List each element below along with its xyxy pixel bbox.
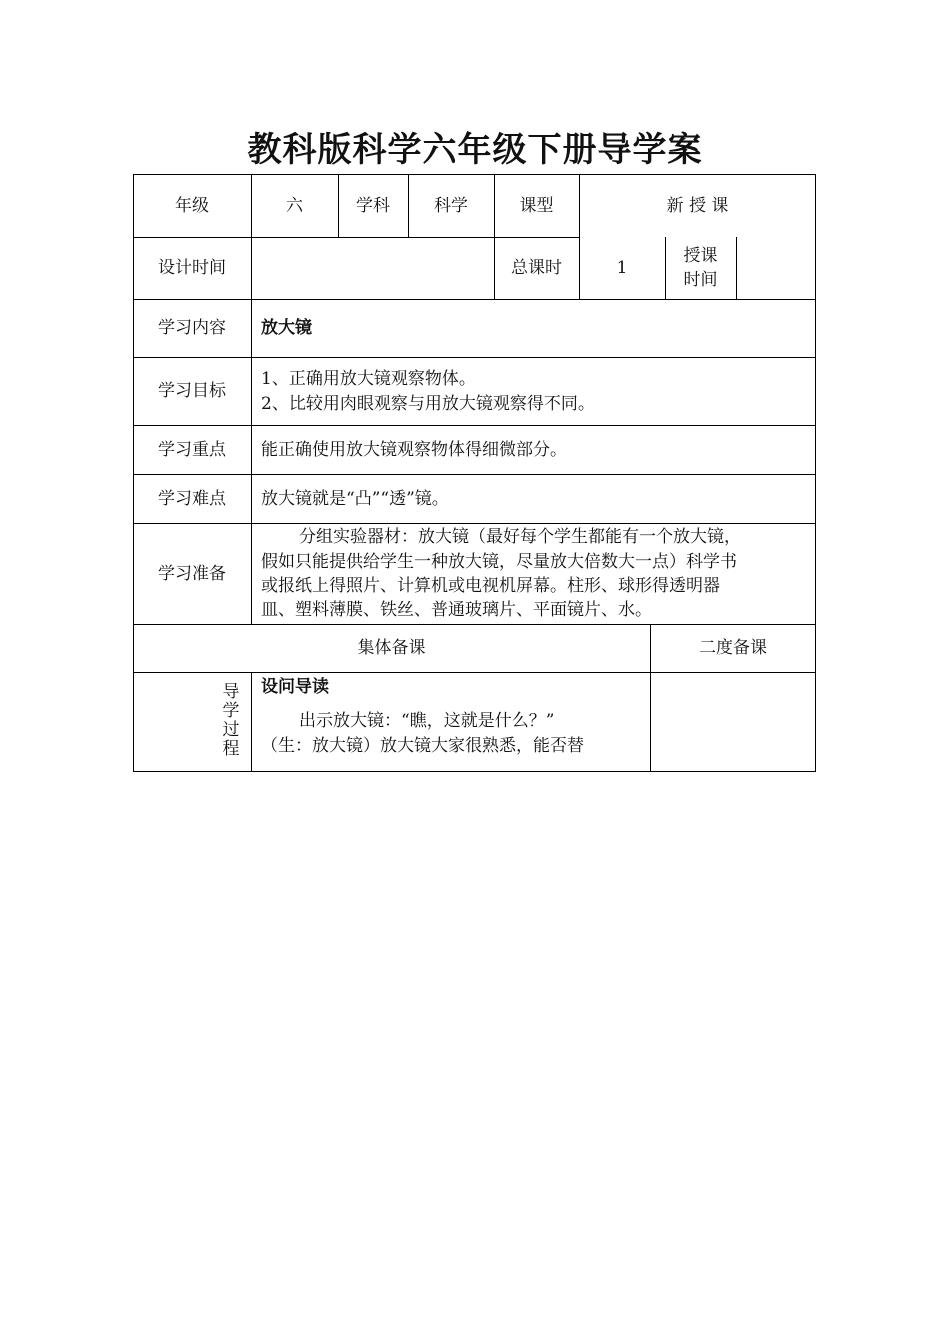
total-hours-label: 总课时 [511, 258, 562, 278]
prep-line: 皿、塑料薄膜、铁丝、普通玻璃片、平面镜片、水。 [261, 600, 652, 620]
lesson-plan-table [133, 174, 816, 772]
lesson-type-label: 课型 [519, 195, 554, 216]
col-divider [251, 672, 252, 772]
grade-label: 年级 [175, 195, 209, 216]
key-value: 能正确使用放大镜观察物体得细微部分。 [261, 439, 567, 460]
design-time-label: 设计时间 [158, 258, 226, 278]
process-line: （生：放大镜）放大镜大家很熟悉，能否替 [261, 736, 584, 756]
row-divider [133, 672, 816, 673]
process-label-char: 导 [222, 682, 240, 702]
grade-value: 六 [286, 195, 303, 216]
process-label [221, 683, 241, 759]
prep-line: 假如只能提供给学生一种放大镜，尽量放大倍数大一点）科学书 [261, 552, 737, 572]
page-title: 教科版科学六年级下册导学案 [247, 130, 703, 170]
prep-line: 分组实验器材：放大镜（最好每个学生都能有一个放大镜， [299, 527, 741, 547]
subject-label: 学科 [356, 195, 390, 216]
teach-time-label-line2: 时间 [683, 270, 718, 290]
teach-time-label-line1: 授课 [683, 246, 718, 266]
prep-line: 或报纸上得照片、计算机或电视机屏幕。柱形、球形得透明器 [261, 576, 720, 596]
content-label: 学习内容 [158, 318, 226, 338]
goal-item: 2、比较用肉眼观察与用放大镜观察得不同。 [261, 394, 595, 414]
teach-time-label [665, 237, 736, 299]
collective-prep-heading: 集体备课 [357, 638, 426, 658]
total-hours-value: 1 [616, 258, 628, 278]
process-label-char: 学 [222, 701, 240, 721]
goals-label: 学习目标 [158, 381, 226, 401]
difficulty-value: 放大镜就是“凸”“透”镜。 [261, 488, 449, 509]
content-value: 放大镜 [261, 318, 312, 338]
process-line: 出示放大镜：“瞧，这就是什么？” [299, 711, 555, 731]
process-label-char: 程 [222, 739, 240, 759]
table-border-bottom [133, 771, 816, 772]
teach-time-value [736, 237, 816, 299]
lesson-type-value: 新 授 课 [666, 195, 729, 216]
subject-value: 科学 [434, 195, 468, 216]
second-prep-heading: 二度备课 [699, 638, 767, 658]
process-label-char: 过 [222, 720, 240, 740]
design-time-value [251, 237, 494, 299]
prep-label: 学习准备 [158, 563, 226, 584]
goal-item: 1、正确用放大镜观察物体。 [261, 369, 476, 389]
difficulty-label: 学习难点 [158, 488, 226, 509]
process-heading: 设问导读 [261, 677, 329, 697]
key-label: 学习重点 [158, 439, 226, 460]
